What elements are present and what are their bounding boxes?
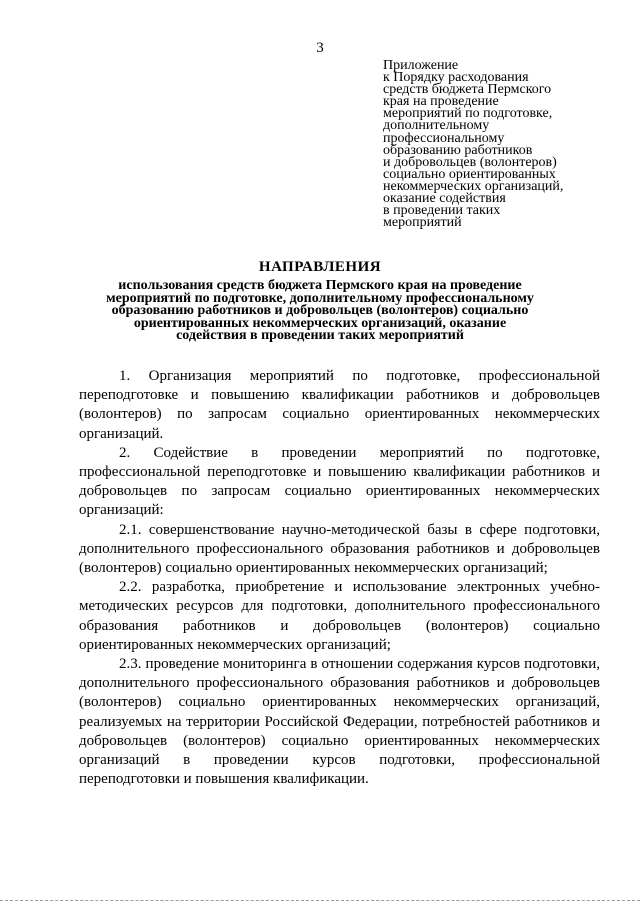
appendix-header	[383, 60, 603, 229]
document-subtitle	[0, 280, 640, 343]
appendix-line: оказание содействия	[383, 191, 506, 207]
appendix-line: и добровольцев (волонтеров)	[383, 154, 557, 170]
appendix-line: средств бюджета Пермского	[383, 82, 552, 98]
appendix-line: дополнительному	[383, 118, 490, 134]
appendix-line: мероприятий	[383, 215, 462, 231]
subtitle-line: использования средств бюджета Пермского края на проведение	[118, 278, 522, 293]
paragraph-2: 2. Содействие в проведении мероприятий по подготовке, профессиональной переподготовке и повышению квалификации работников и добровольцев по запросам социально ориентированных некоммерческих организаций:	[79, 444, 600, 519]
appendix-line: некоммерческих организаций,	[383, 178, 564, 194]
appendix-line: социально ориентированных	[383, 166, 556, 182]
document-title: НАПРАВЛЕНИЯ	[258, 259, 382, 275]
paragraph-2-3: 2.3. проведение мониторинга в отношении содержания курсов подготовки, дополнительного профессионального образования работников и добровольцев (волонтеров) социально ориентированных некоммерческих организаций, реализуемых на территории Российской Федерации, потребностей работников и добровольцев (волонтеров) социально ориентированных некоммерческих организаций в проведении курсов подготовки, профессиональной переподготовки и повышения квалификации.	[79, 656, 600, 788]
paragraph-1: 1. Организация мероприятий по подготовке, профессиональной переподготовке и повышению квалификации работников и добровольцев (волонтеров) по запросам социально ориентированных некоммерческих организаций.	[79, 368, 600, 442]
document-body	[79, 367, 600, 789]
appendix-line: профессиональному	[383, 130, 505, 146]
paragraph-2-1: 2.1. совершенствование научно-методической базы в сфере подготовки, дополнительного профессионального образования работников и добровольцев (волонтеров) социально ориентированных некоммерческих организаций;	[79, 521, 600, 577]
appendix-line: образованию работников	[383, 142, 533, 158]
subtitle-line: мероприятий по подготовке, дополнительному профессиональному	[106, 290, 534, 306]
subtitle-line: ориентированных некоммерческих организаций, оказание	[133, 315, 507, 331]
appendix-line: мероприятий по подготовке,	[383, 106, 553, 122]
subtitle-line: содействия в проведении таких мероприятий	[176, 328, 464, 343]
appendix-line: края на проведение	[383, 94, 499, 110]
appendix-line: к Порядку расходования	[383, 70, 529, 86]
appendix-line: в проведении таких	[383, 203, 501, 219]
page-bottom-divider	[0, 900, 640, 902]
page-number: 3	[316, 40, 324, 56]
appendix-line: Приложение	[383, 58, 459, 73]
subtitle-line: образованию работников и добровольцев (волонтеров) социально	[111, 303, 529, 318]
paragraph-2-2: 2.2. разработка, приобретение и использование электронных учебно-методических ресурсов для подготовки, дополнительного профессионального образования работников и добровольцев (волонтеров) социально ориентированных некоммерческих организаций;	[79, 579, 600, 653]
